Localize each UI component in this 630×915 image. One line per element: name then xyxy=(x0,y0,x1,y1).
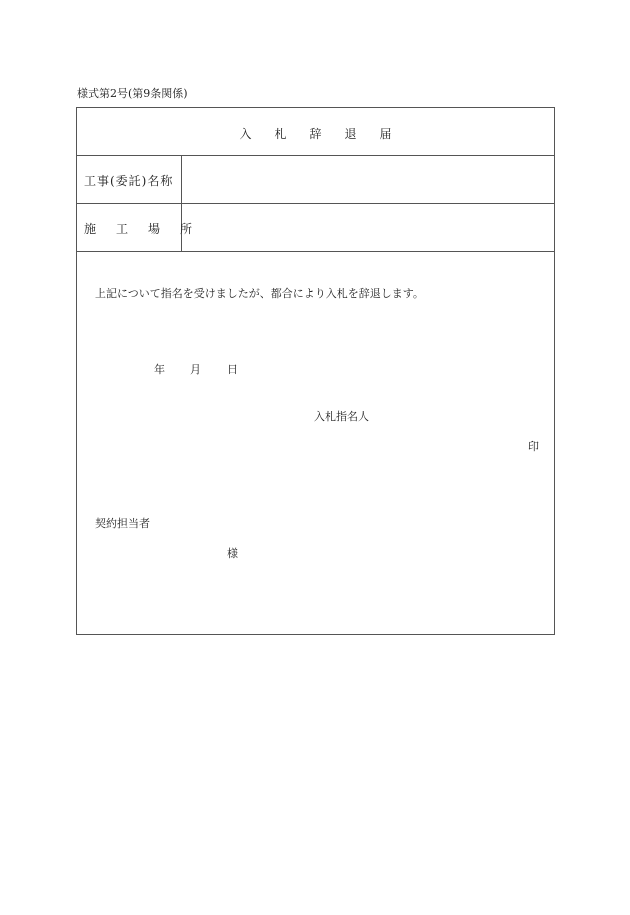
seal-mark: 印 xyxy=(528,440,539,453)
body-area xyxy=(77,252,554,634)
title-row xyxy=(77,108,554,156)
contract-officer-label: 契約担当者 xyxy=(95,517,150,530)
form-number: 様式第2号(第9条関係) xyxy=(77,87,188,100)
site-row xyxy=(77,204,554,252)
project-name-label-cell xyxy=(77,156,182,203)
site-field[interactable] xyxy=(182,204,554,251)
bidder-label: 入札指名人 xyxy=(314,410,369,423)
date-day-label: 日 xyxy=(227,363,238,376)
date-year-label: 年 xyxy=(154,363,165,376)
form-title: 入札辞退届 xyxy=(239,127,415,141)
project-name-label: 工事(委託)名称 xyxy=(84,174,174,188)
honorific-label: 様 xyxy=(227,547,238,560)
site-label-cell xyxy=(77,204,213,251)
site-label: 施工場所 xyxy=(84,222,213,236)
bid-withdrawal-form xyxy=(76,107,555,635)
project-name-field[interactable] xyxy=(182,156,554,203)
withdrawal-statement: 上記について指名を受けましたが、都合により入札を辞退します。 xyxy=(95,287,424,300)
project-name-row xyxy=(77,156,554,204)
date-month-label: 月 xyxy=(190,363,201,376)
